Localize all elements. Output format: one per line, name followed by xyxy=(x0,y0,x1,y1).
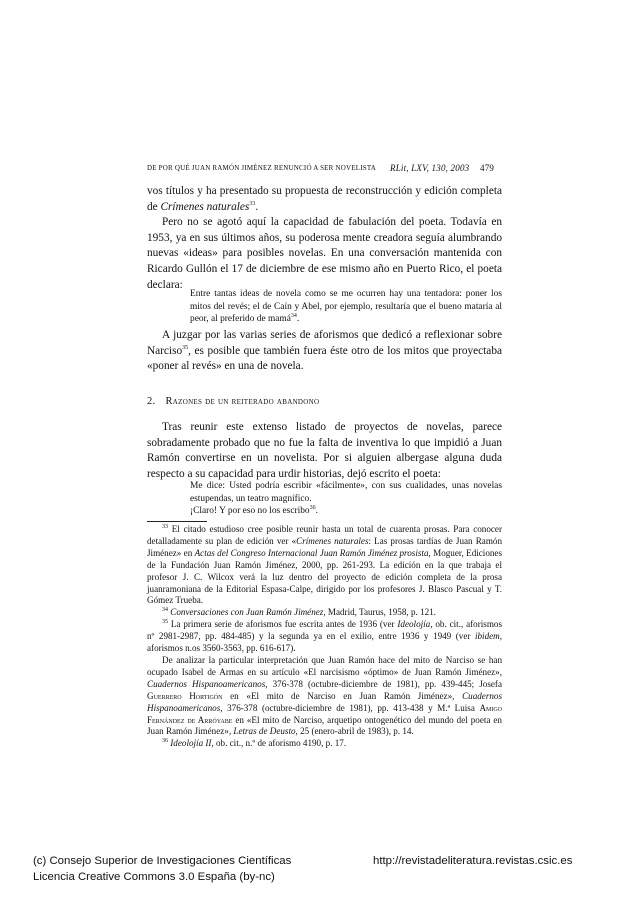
footnote-divider xyxy=(147,521,207,522)
footnote-33: $^{33}$ El citado estudioso cree posible reunir hasta un total de cuarenta prosas. Para conocer detalladamente su plan de edición ver «Crímenes naturales: Las prosas tardías de Juan Ramón Jiménez» en Actas del Congreso Internacional Juan Ramón Jiménez prosista, Moguer, Ediciones de la Fundación Juan Ramón Jiménez, 2000, pp. 261-293. La edición en la que trabaja el profesor J. C. Wilcox verá la luz dentro del proyecto de edición completa de la prosa juanramoniana de la Editorial Espasa-Calpe, dirigido por los profesores J. Blasco Pascual y T. Gómez Trueba. xyxy=(147,523,503,606)
footnote-ref-35[interactable]: 35 xyxy=(182,344,189,351)
running-head-title: DE POR QUÉ JUAN RAMÓN JIMÉNEZ RENUNCIÓ A SER NOVELISTA xyxy=(147,164,376,172)
license-footer xyxy=(33,854,291,885)
section-number: 2. xyxy=(147,396,156,407)
footnote-36: $^{36}$ Ideolojía II, ob. cit., n.º de aforismo 4190, p. 17. xyxy=(162,738,347,749)
footnote-ref-33[interactable]: 33 xyxy=(249,200,256,207)
quote-text: ¡Claro! Y por eso no los escribo xyxy=(190,506,310,517)
license-text: Licencia Creative Commons 3.0 España (by-nc) xyxy=(33,870,275,883)
footnote-ref-34[interactable]: 34 xyxy=(290,313,297,320)
footnote-number: 36 xyxy=(162,738,168,745)
footnote-number: 34 xyxy=(162,607,168,614)
block-quote-2 xyxy=(190,480,502,518)
paragraph-end: . xyxy=(255,200,259,213)
footnote-34: $^{34}$ Conversaciones con Juan Ramón Jiménez, Madrid, Taurus, 1958, p. 121. xyxy=(162,607,436,618)
body-paragraph-4: Tras reunir este extenso listado de proyectos de novelas, parece sobradamente probado que no fue la falta de inventiva lo que impidió a Juan Ramón convertirse en un novelista. Por si alguien albergase alguna duda respecto a su capacidad para urdir historias, dejó escrito el poeta: xyxy=(147,421,502,480)
footnotes xyxy=(147,524,502,750)
journal-url-link[interactable]: http://revistadeliteratura.revistas.csic.es xyxy=(373,855,573,867)
section-title: Razones de un reiterado abandono xyxy=(165,396,320,407)
section-heading xyxy=(147,396,319,407)
paragraph-text: vos títulos y ha presentado su propuesta de reconstrucción y edición completa de xyxy=(147,185,502,213)
page-number: 479 xyxy=(480,163,495,173)
footnote-ref-36[interactable]: 36 xyxy=(309,505,316,512)
quote-text: Entre tantas ideas de novela como se me ocurren hay una tentadora: poner los mitos del revés; el de Caín y Abel, por ejemplo, resultaría que el bueno mataría al peor, al preferido de mamá xyxy=(190,289,502,325)
quote-line: Me dice: Usted podría escribir «fácilmente», con sus cualidades, unas novelas estupendas, un teatro magnífico. xyxy=(190,481,502,504)
footnote-number: 35 xyxy=(162,619,168,626)
block-quote-1 xyxy=(190,288,502,326)
footnote-35: $^{35}$ La primera serie de aforismos fue escrita antes de 1936 (ver Ideolojía, ob. cit., aforismos nº 2981-2987, pp. 484-485) y la segunda ya en el exilio, entre 1936 y 1949 (ver ibidem, aforismos n.os 3560-3563, pp. 616-617). xyxy=(147,619,502,654)
quote-end: . xyxy=(296,314,300,325)
running-head-journal: RLit, LXV, 130, 2003 xyxy=(390,163,470,173)
paragraph-text: A juzgar por las varias series de aforismos que dedicó a reflexionar sobre Narciso xyxy=(147,329,502,357)
footnote-number: 33 xyxy=(162,523,168,530)
body-paragraph-2: Pero no se agotó aquí la capacidad de fabulación del poeta. Todavía en 1953, ya en sus últimos años, su poderosa mente creadora seguía alumbrando nuevas «ideas» para posibles novelas. En una conversación mantenida con Ricardo Gullón el 17 de diciembre de ese mismo año en Puerto Rico, el poeta declara: xyxy=(147,216,502,291)
italic-title: Crímenes naturales xyxy=(160,200,250,213)
footnote-35-continued: De analizar la particular interpretación que Juan Ramón hace del mito de Narciso se han ocupado Isabel de Armas en su artículo «El narcisismo «óptimo» de Juan Ramón Jiménez», Cuadernos Hispanoamericanos, 376-378 (octubre-diciembre de 1981), pp. 439-445; Josefa Guerrero Hortigón en «El mito de Narciso en Juan Ramón Jiménez», Cuadernos Hispanoamericanos, 376-378 (octubre-diciembre de 1981), pp. 413-438 y M.ª Luisa Amigo Fernández de Arróyabe en «El mito de Narciso, arquetipo ontogenético del mundo del poeta en Juan Ramón Jiménez», Letras de Deusto, 25 (enero-abril de 1983), p. 14. xyxy=(147,654,503,737)
copyright-text: (c) Consejo Superior de Investigaciones Científicas xyxy=(33,855,292,867)
paragraph-text: , es posible que también fuera éste otro de los mitos que proyectaba «poner al revés» en una de novela. xyxy=(147,344,502,373)
body-paragraph-3 xyxy=(147,328,502,375)
quote-end: . xyxy=(315,506,318,517)
body-paragraph-1 xyxy=(147,184,502,293)
quote-line xyxy=(190,505,502,518)
